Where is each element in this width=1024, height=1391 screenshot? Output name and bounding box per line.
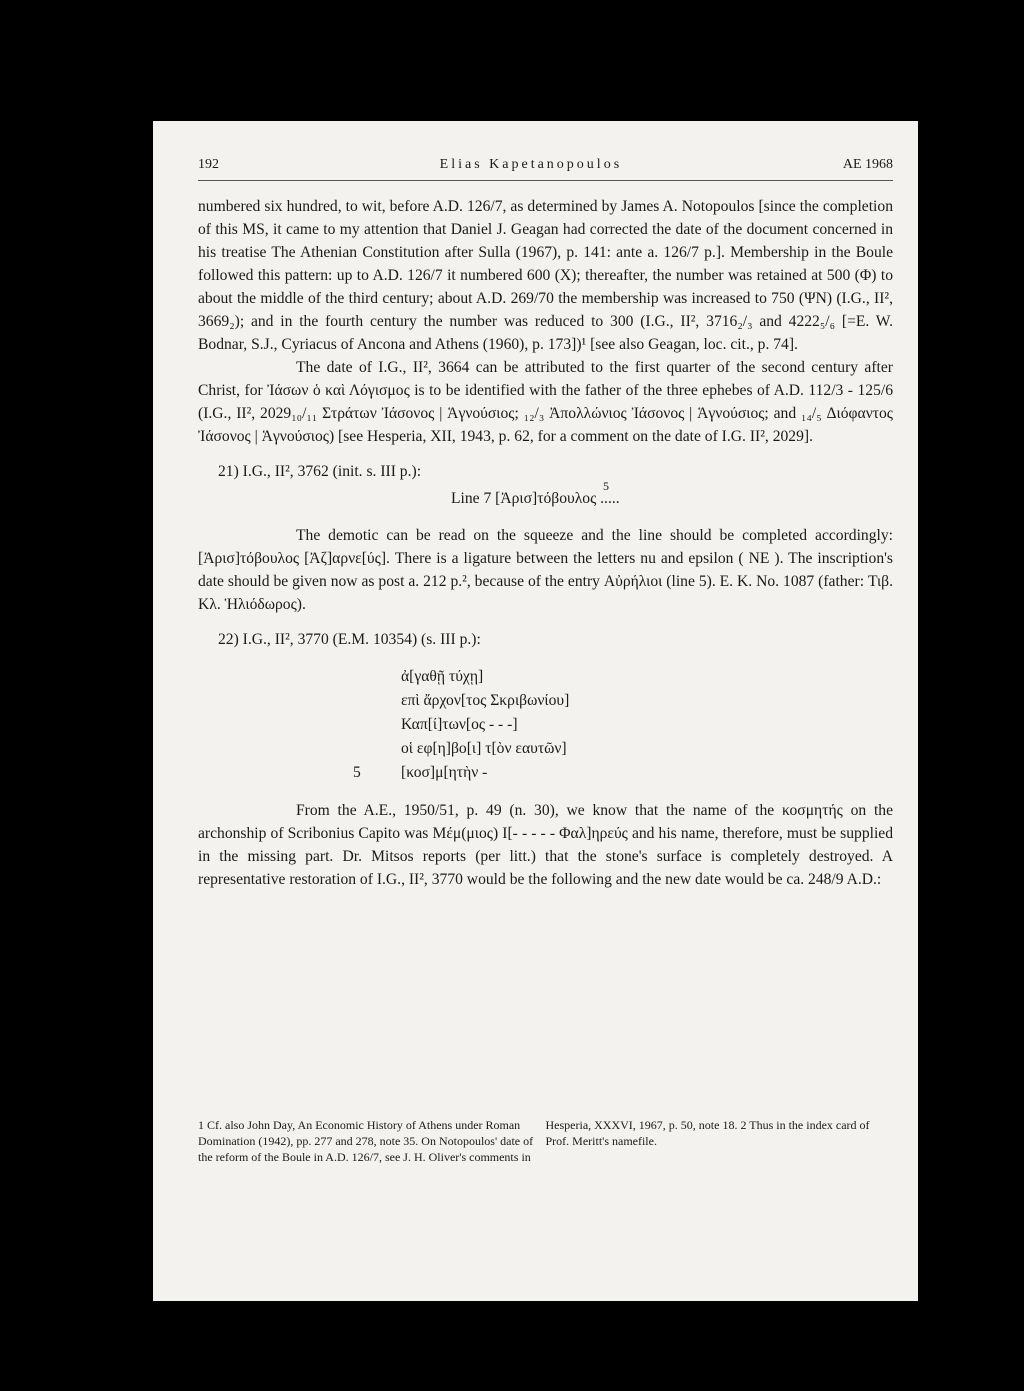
inscription-line: 5 [κοσ]μ[ητὴν - xyxy=(353,764,488,781)
footnote-right-column: Hesperia, XXXVI, 1967, p. 50, note 18. 2 Thus in the index card of Prof. Meritt's namefile. xyxy=(545,1118,870,1148)
line-7-text: Line 7 [Ἀρισ]τόβουλος ..... xyxy=(451,490,620,507)
section-22-title: 22) I.G., II², 3770 (E.M. 10354) (s. III p.): xyxy=(218,631,481,648)
footnotes xyxy=(198,1117,893,1165)
paragraph-4: From the A.E., 1950/51, p. 49 (n. 30), we know that the name of the κοσμητής on the archonship of Scribonius Capito was Μέμ(μιος) Ι[- - - - - Φαλ]ηρεύς and his name, therefore, must be supplied in the missing part. Dr. Mitsos reports (per litt.) that the stone's surface is completely destroyed. A representative restoration of I.G., II², 3770 would be the following and the new date would be ca. 248/9 A.D.: xyxy=(198,802,893,888)
paragraph-3: The demotic can be read on the squeeze and the line should be completed accordingly: [Ἀρισ]τόβουλος [Ἀζ]αρνε[ύς]. There is a ligature between the letters nu and epsilon ( ΝΕ ). The inscription's date should be given now as post a. 212 p.², because of the entry Αὐρήλιοι (line 5). E. K. No. 1087 (father: Τιβ. Κλ. Ἡλιόδωρος). xyxy=(198,527,893,613)
page-number: 192 xyxy=(198,157,219,172)
inscription-line: Καπ[ί]των[ος - - -] xyxy=(401,716,518,733)
paragraph-1: numbered six hundred, to wit, before A.D. 126/7, as determined by James A. Notopoulos [since the completion of this MS, it came to my attention that Daniel J. Geagan had corrected the date of the document concerned in his treatise The Athenian Constitution after Sulla (1967), p. 141: ante a. 126/7 p.]. Membership in the Boule followed this pattern: up to A.D. 126/7 it numbered 600 (X); thereafter, the number was retained at 500 (Φ) to about the middle of the third century; about A.D. 269/70 the membership was increased to 750 (ΨΝ) (I.G., II², 3669₂); and in the fourth century the number was reduced to 300 (I.G., II², 3716₂/₃ and 4222₅/₆ [=E. W. Bodnar, S.J., Cyriacus of Ancona and Athens (1960), p. 173])¹ [see also Geagan, loc. cit., p. 74]. xyxy=(198,198,893,353)
page-content xyxy=(198,157,893,891)
inscription-text xyxy=(353,665,893,785)
journal-label: AE 1968 xyxy=(842,157,893,172)
footnote-left-column: 1 Cf. also John Day, An Economic History of Athens under Roman Domination (1942), pp. 277 and 278, note 35. On Notopoulos' date of the reform of the Boule in A.D. 126/7, see J. H. Oliver's comments in xyxy=(198,1118,534,1164)
inscription-line: επὶ ἄρχον[τος Σκριβωνίου] xyxy=(401,692,570,709)
paragraph-2: The date of I.G., II², 3664 can be attributed to the first quarter of the second century after Christ, for Ἰάσων ὁ καὶ Λόγισμος is to be identified with the father of the three ephebes of A.D. 112/3 - 125/6 (I.G., II², 2029₁₀/₁₁ Στράτων Ἰάσονος | Ἁγνούσιος; ₁₂/₃ Ἀπολλώνιος Ἰάσονος | Ἁγνούσιος; and ₁₄/₅ Διόφαντος Ἰάσονος | Ἁγνούσιος) [see Hesperia, XII, 1943, p. 62, for a comment on the date of I.G. II², 2029]. xyxy=(198,359,893,445)
author-name: Elias Kapetanopoulos xyxy=(439,157,623,172)
inscription-line: οἱ εφ[η]βο[ι] τ[ὸν εαυτῶν] xyxy=(401,740,567,757)
header-rule xyxy=(198,180,893,181)
document-page xyxy=(153,121,918,1301)
section-21-title: 21) I.G., II², 3762 (init. s. III p.): xyxy=(218,463,422,480)
line-7-reading xyxy=(451,479,893,510)
body-text xyxy=(198,195,893,891)
running-header xyxy=(198,157,893,177)
line-number-5: 5 xyxy=(603,479,609,493)
inscription-line: ἀ[γαθῇ τύχῃ] xyxy=(401,668,484,685)
